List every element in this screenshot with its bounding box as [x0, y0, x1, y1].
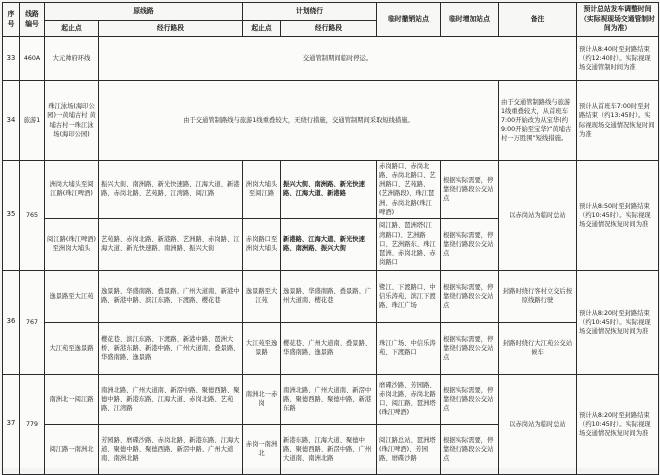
row-cancel: 赤岗路口、赤岗北路、赤岗北路口、艺洲路口、艺苑路、(艺洲路段)、珠江琶洲、赤岗北路(珠江啤酒) [377, 161, 441, 219]
header-row-1 [3, 3, 659, 21]
row-remark: 封路时绕行大江苑公交站候车 [499, 322, 577, 374]
row-detour-via: 新港东路、江海大道、聚德中路、聚德西路、新滘中路、广州大道南、南洲北路 [281, 424, 377, 474]
row-line: 779 [20, 374, 45, 474]
row-seq: 35 [3, 161, 20, 271]
table-row [3, 374, 659, 424]
row-seq: 36 [3, 270, 20, 374]
row-line: 767 [20, 270, 45, 374]
row-cancel: 磨碟沙路、芳园路、赤岗北路、赤岗北路口、阅江路、琶洲塔(珠江啤酒) [377, 374, 441, 424]
row-add: 根据实际需要，停靠绕行路段公交站点 [441, 322, 499, 374]
row-recovery: 预计从8:40时至封路结束（约12:40时）。实际视现场交通管制时间为准 [577, 37, 659, 81]
row-line: 765 [20, 161, 45, 271]
header-temp-cancel-stop: 临时撤销站点 [377, 3, 441, 37]
row-detour-start: 赤岗路口至洲岗大埔头 [243, 218, 281, 270]
document-sheet [2, 2, 658, 468]
row-start: 阅江路一南洲北 [45, 424, 99, 474]
row-remark: 以赤岗站为临时总站 [499, 374, 577, 474]
row-start: 逸景路至大江苑 [45, 270, 99, 322]
row-add: 根据实际需要，停靠绕行路段公交站点 [441, 218, 499, 270]
row-cancel: 鹭江、下渡路口、中信乐涛苑、滨江下渡路、珠江广场 [377, 270, 441, 322]
row-cancel: 珠江广场、中信乐涛苑、下渡路口 [377, 322, 441, 374]
row-start: 大元帅府环线 [45, 37, 99, 81]
row-merged-note: 交通管制期间临时停运。 [99, 37, 577, 81]
row-via: 逸景路、华盛南路、叠景路、广州大道南、新港中路、新港中路、滨江东路、下渡路、樱花巷 [99, 270, 243, 322]
row-start: 南洲北一阅江路 [45, 374, 99, 424]
row-start: 珠江泳场(海印公园)一黄埔古村 黄埔古村一珠江泳场(海印公园) [45, 81, 99, 161]
row-via: 南洲北路、广州大道南、新滘中路、聚德西路、聚德中路、新港东路、江海大道、赤岗北路、艺苑路、江湾路 [99, 374, 243, 424]
detour-table [2, 2, 659, 475]
header-start-end: 起止点 [45, 21, 99, 37]
header-planned-detour: 计划绕行 [243, 3, 377, 21]
header-remark: 备注 [499, 3, 577, 37]
table-row [3, 270, 659, 322]
header-seq: 序号 [3, 3, 20, 37]
row-detour-start: 南洲北一赤岗 [243, 374, 281, 424]
row-detour-start: 大江苑至逸景路 [243, 322, 281, 374]
row-start: 大江苑至逸景路 [45, 322, 99, 374]
row-detour-via: 樱花巷、广州大道南、叠景路、华盛南路、逸景路 [281, 322, 377, 374]
row-add: 根据实际需要，停靠绕行路段公交站点 [441, 161, 499, 219]
row-line: 旅游1 [20, 81, 45, 161]
row-recovery: 预计从首班车7:00时至封路结束（约13:45时）。实际视现场交通情况恢复时间为准 [577, 81, 659, 161]
header-detour-start-end: 起止点 [243, 21, 281, 37]
row-via: 艺苑路、赤岗北路、新港路、艺洲路、赤岗路、江海大道、新光快速路、南洲路、振兴大街 [99, 218, 243, 270]
row-add: 根据实际需要，停靠绕行路段公交站点 [441, 270, 499, 322]
row-detour-start: 逸景路至大江苑 [243, 270, 281, 322]
row-remark: 以赤岗站为临时总站 [499, 161, 577, 271]
row-seq: 33 [3, 37, 20, 81]
row-via: 芳园路、磨碟沙路、赤岗北路、新港东路、江海大道、聚德中路、聚德西路、新滘中路、广州大道南、南洲北路 [99, 424, 243, 474]
row-remark: 由于交通管制路线与旅游1线重叠较大，从首班车7:00开始改为从宝华(约9:00开始至宝华)“黄埔古村一万胜围”短线措施。 [499, 81, 577, 161]
row-start: 洲岗大埔头至阅江路(珠江啤酒) [45, 161, 99, 219]
row-add: 根据实际需要，停靠绕行路段公交站点 [441, 424, 499, 474]
header-detour-via-roads: 经行路段 [281, 21, 377, 37]
row-recovery: 预计从8:50时至封路结束（约10:45时）。实际视现场交通情况恢复时间为准 [577, 161, 659, 271]
row-line: 460A [20, 37, 45, 81]
row-add: 根据实际需要，停靠绕行路段公交站点 [441, 374, 499, 424]
row-recovery: 预计从8:20时至封路结束（约10:45时）。实际视现场交通情况恢复时间为准 [577, 374, 659, 474]
row-detour-via: 新港路、江海大道、新光快速路、南洲路、振兴大街 [281, 218, 377, 270]
header-original-route: 原线路 [45, 3, 243, 21]
header-recovery-time: 预计总站发车调整时间（实际视现场交通管制时间为准） [577, 3, 659, 37]
row-remark: 封路时绕行客村立交后按原线路行驶 [499, 270, 577, 322]
row-seq: 34 [3, 81, 20, 161]
row-via: 樱花巷、滨江东路、下渡路、新港中路、琶洲大桥、新港东路、新港中路、广州大道南、叠景路、华盛南路、逸景路 [99, 322, 243, 374]
row-recovery: 预计从8:20时至封路结束（约10:45时）。实际视现场交通情况恢复时间为准 [577, 270, 659, 374]
table-row [3, 81, 659, 161]
row-detour-via: 振兴大街、南洲路、新光快速路、江海大道、新港路 [281, 161, 377, 219]
row-via: 振兴大街、南洲路、新光快速路、江海大道、新港路、赤岗北路、艺苑路、江湾路、阅江路 [99, 161, 243, 219]
row-detour-via: 逸景路、华盛南路、叠景路、广州大道南、樱花巷 [281, 270, 377, 322]
header-via-roads: 经行路段 [99, 21, 243, 37]
row-merged-note: 由于交通管制路线与旅游1线重叠较大，无绕行措施，交通管制期间采取短线措施。 [99, 81, 499, 161]
header-line-no: 线路编号 [20, 3, 45, 37]
table-row [3, 322, 659, 374]
row-detour-start: 赤岗一南洲北 [243, 424, 281, 474]
row-detour-via: 南洲北路、广州大道南、新滘中路、聚德西路、聚德中路、新港东路 [281, 374, 377, 424]
row-cancel: 阅江路、琶洲塔(江湾路口)、艺洲路口、艺洲路东、珠江琶洲、赤岗北路、赤岗路口 [377, 218, 441, 270]
table-row [3, 161, 659, 219]
header-temp-add-stop: 临时增加站点 [441, 3, 499, 37]
table-row [3, 37, 659, 81]
row-start: 阅江路(珠江啤酒)至洲岗大埔头 [45, 218, 99, 270]
row-seq: 37 [3, 374, 20, 474]
row-cancel: 阅江路总站、琶洲塔(珠江啤酒)、芳园路、磨碟沙路 [377, 424, 441, 474]
row-detour-start: 洲岗大埔头至阅江路 [243, 161, 281, 219]
